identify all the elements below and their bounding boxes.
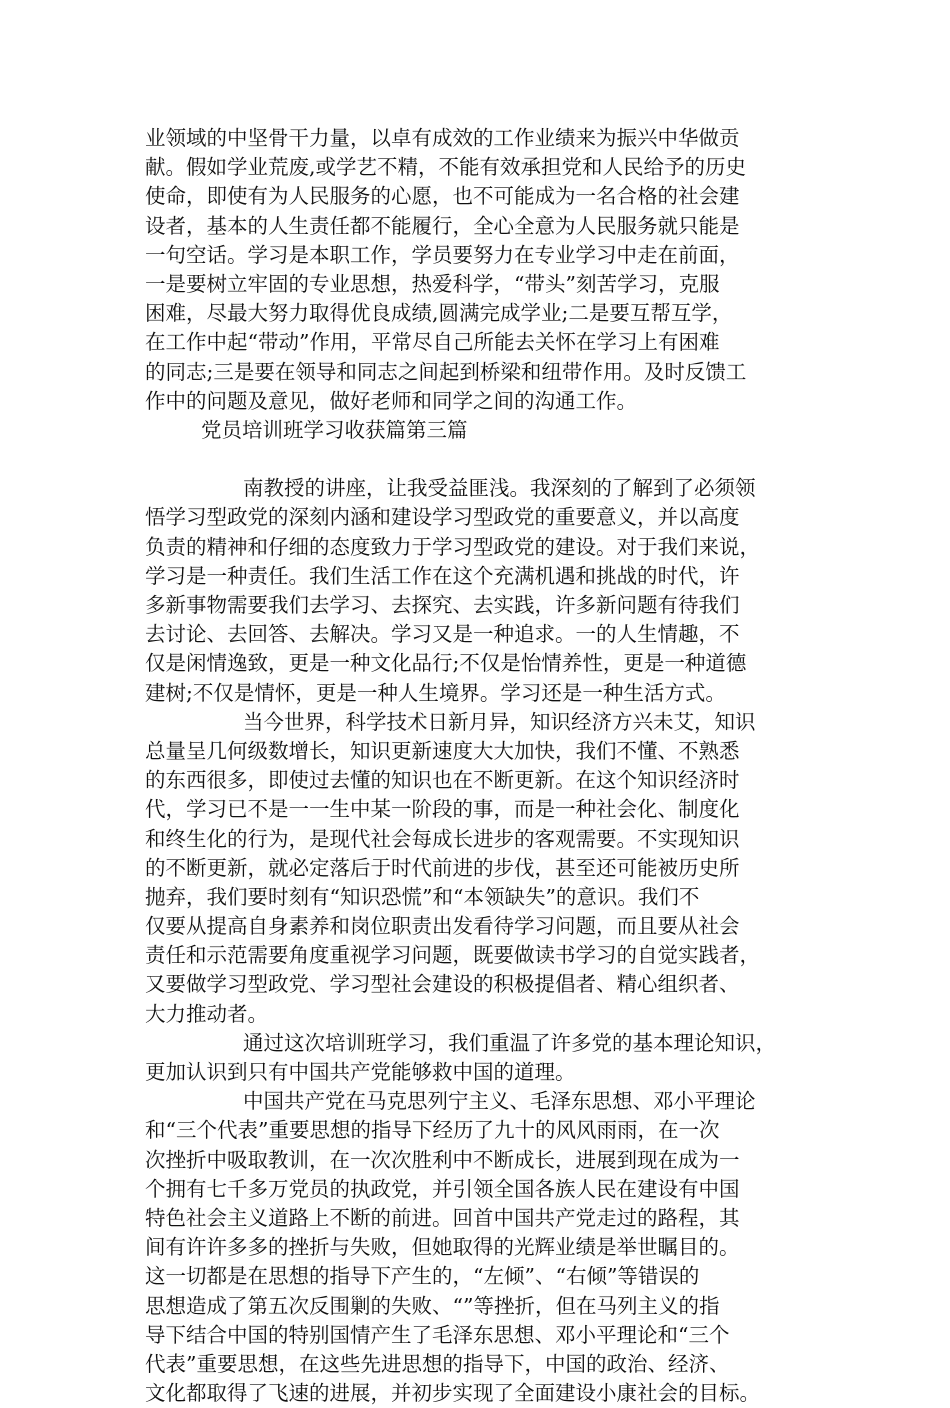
text-line: 在工作中起“带动”作用，平常尽自己所能去关怀在学习上有困难 (145, 330, 720, 355)
text-line: 当今世界，科学技术日新月异，知识经济方兴未艾，知识 (243, 709, 756, 734)
text-line: 一是要树立牢固的专业思想，热爱科学，“带头”刻苦学习，克服 (145, 271, 720, 296)
text-line: 困难，尽最大努力取得优良成绩,圆满完成学业;二是要互帮互学， (145, 301, 733, 326)
text-line: 中国共产党在马克思列宁主义、毛泽东思想、邓小平理论 (243, 1089, 756, 1114)
text-line: 责任和示范需要角度重视学习问题，既要做读书学习的自觉实践者， (145, 943, 760, 968)
text-line: 学习是一种责任。我们生活工作在这个充满机遇和挑战的时代，许 (145, 563, 740, 588)
paragraph-training (145, 1029, 825, 1087)
paragraph-lecture (145, 474, 825, 708)
text-line: 献。假如学业荒废,或学艺不精，不能有效承担党和人民给予的历史 (145, 155, 747, 180)
blank-line (145, 445, 825, 474)
intro-paragraph (145, 124, 825, 416)
text-line: 设者，基本的人生责任都不能履行，全心全意为人民服务就只能是 (145, 213, 740, 238)
text-line: 代表”重要思想，在这些先进思想的指导下，中国的政治、经济、 (145, 1351, 730, 1376)
text-line: 的东西很多，即使过去懂的知识也在不断更新。在这个知识经济时 (145, 768, 740, 793)
text-line: 大力推动者。 (145, 1001, 268, 1026)
text-line: 作中的问题及意见，做好老师和同学之间的沟通工作。 (145, 388, 637, 413)
text-line: 仅是闲情逸致，更是一种文化品行;不仅是怡情养性，更是一种道德 (145, 651, 747, 676)
text-line: 负责的精神和仔细的态度致力于学习型政党的建设。对于我们来说， (145, 534, 760, 559)
text-line: 特色社会主义道路上不断的前进。回首中国共产党走过的路程，其 (145, 1205, 740, 1230)
text-line: 更加认识到只有中国共产党能够救中国的道理。 (145, 1060, 576, 1084)
text-line: 次挫折中吸取教训，在一次次胜利中不断成长，进展到现在成为一 (145, 1147, 740, 1172)
text-line: 仅要从提高自身素养和岗位职责出发看待学习问题，而且要从社会 (145, 914, 740, 939)
text-line: 个拥有七千多万党员的执政党，并引领全国各族人民在建设有中国 (145, 1176, 740, 1201)
text-line: 去讨论、去回答、去解决。学习又是一种追求。一的人生情趣，不 (145, 622, 740, 647)
document-body (145, 124, 825, 1408)
text-line: 间有许许多多的挫折与失败，但她取得的光辉业绩是举世瞩目的。 (145, 1235, 740, 1260)
text-line: 一句空话。学习是本职工作，学员要努力在专业学习中走在前面， (145, 242, 740, 267)
text-line: 文化都取得了飞速的进展，并初步实现了全面建设小康社会的目标。 (145, 1381, 760, 1406)
text-line: 使命，即使有为人民服务的心愿，也不可能成为一名合格的社会建 (145, 184, 740, 209)
text-line: 的不断更新，就必定落后于时代前进的步伐，甚至还可能被历史所 (145, 855, 740, 880)
text-line: 多新事物需要我们去学习、去探究、去实践，许多新问题有待我们 (145, 593, 740, 617)
text-line: 抛弃，我们要时刻有“知识恐慌”和“本领缺失”的意识。我们不 (145, 884, 700, 909)
text-line: 通过这次培训班学习，我们重温了许多党的基本理论知识， (243, 1030, 776, 1055)
text-line: 代，学习已不是一一生中某一阶段的事，而是一种社会化、制度化 (145, 797, 740, 822)
text-line: 思想造成了第五次反围剿的失败、“”等挫折，但在马列主义的指 (145, 1293, 720, 1318)
paragraph-party-history (145, 1087, 825, 1408)
text-line: 总量呈几何级数增长，知识更新速度大大加快，我们不懂、不熟悉 (145, 738, 740, 763)
text-line: 悟学习型政党的深刻内涵和建设学习型政党的重要意义，并以高度 (145, 505, 740, 530)
text-line: 这一切都是在思想的指导下产生的，“左倾”、“右倾”等错误的 (145, 1264, 700, 1289)
text-line: 建树;不仅是情怀，更是一种人生境界。学习还是一种生活方式。 (145, 680, 726, 705)
text-line: 的同志;三是要在领导和同志之间起到桥梁和纽带作用。及时反馈工 (145, 359, 747, 384)
section-title: 党员培训班学习收获篇第三篇 (201, 417, 468, 442)
text-line: 导下结合中国的特别国情产生了毛泽东思想、邓小平理论和“三个 (145, 1322, 730, 1347)
text-line: 又要做学习型政党、学习型社会建设的积极提倡者、精心组织者、 (145, 972, 740, 997)
text-line: 业领域的中坚骨干力量，以卓有成效的工作业绩来为振兴中华做贡 (145, 126, 740, 150)
text-line: 和终生化的行为，是现代社会每成长进步的客观需要。不实现知识 (145, 826, 740, 851)
paragraph-knowledge (145, 708, 825, 1029)
text-line: 南教授的讲座，让我受益匪浅。我深刻的了解到了必须领 (243, 476, 756, 501)
text-line: 和“三个代表”重要思想的指导下经历了九十的风风雨雨，在一次 (145, 1118, 720, 1143)
